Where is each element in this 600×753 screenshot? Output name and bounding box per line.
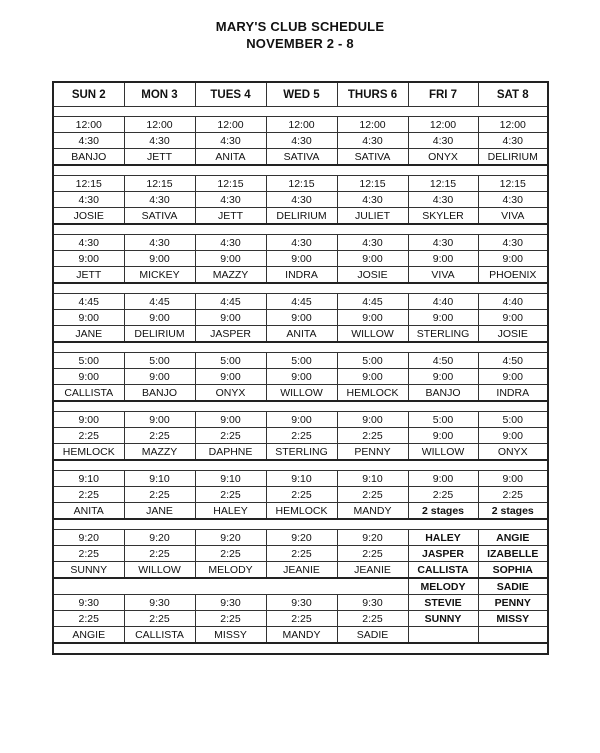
- performer-cell: SKYLER: [408, 208, 478, 225]
- performer-cell: JETT: [53, 267, 124, 284]
- end-time-cell: 9:00: [53, 369, 124, 385]
- schedule-cell: 9:20: [53, 530, 124, 546]
- start-time-cell: 5:00: [53, 353, 124, 369]
- start-time-cell: 9:00: [478, 471, 548, 487]
- start-time-cell: 9:00: [53, 412, 124, 428]
- performer-cell: SADIE: [478, 578, 548, 595]
- end-time-cell: 4:30: [337, 192, 408, 208]
- start-time-row: [53, 412, 548, 428]
- day-header: TUES 4: [195, 82, 266, 107]
- schedule-cell: 9:20: [195, 530, 266, 546]
- performer-cell: PENNY: [337, 444, 408, 461]
- performer-cell: MAZZY: [195, 267, 266, 284]
- performer-cell: JETT: [124, 149, 195, 166]
- performer-row: [53, 267, 548, 284]
- end-time-cell: 4:30: [408, 192, 478, 208]
- end-time-cell: 9:00: [337, 310, 408, 326]
- schedule-cell: 2:25: [266, 611, 337, 627]
- start-time-cell: 12:15: [408, 176, 478, 192]
- start-time-cell: 5:00: [408, 412, 478, 428]
- performer-cell: CALLISTA: [53, 385, 124, 402]
- performer-cell: [478, 627, 548, 644]
- schedule-cell: 2:25: [124, 546, 195, 562]
- end-time-cell: 9:00: [266, 369, 337, 385]
- block-separator: [53, 342, 548, 353]
- performer-cell: MANDY: [266, 627, 337, 644]
- day-header: MON 3: [124, 82, 195, 107]
- performer-cell: ANITA: [266, 326, 337, 343]
- start-time-cell: 9:00: [124, 412, 195, 428]
- performer-cell: MELODY: [195, 562, 266, 579]
- end-time-cell: 9:00: [124, 369, 195, 385]
- performer-cell: 2 stages: [478, 503, 548, 520]
- performer-cell: INDRA: [478, 385, 548, 402]
- performer-cell: [408, 627, 478, 644]
- performer-cell: MELODY: [408, 578, 478, 595]
- start-time-row: [53, 353, 548, 369]
- end-time-cell: 2:25: [53, 487, 124, 503]
- performer-row: [53, 503, 548, 520]
- start-time-cell: 4:30: [195, 235, 266, 251]
- performer-cell: WILLOW: [266, 385, 337, 402]
- start-time-cell: 9:10: [53, 471, 124, 487]
- end-time-cell: 9:00: [478, 310, 548, 326]
- table-cell: [53, 165, 548, 176]
- end-time-cell: 4:30: [266, 192, 337, 208]
- start-time-row: [53, 294, 548, 310]
- performer-row: [53, 149, 548, 166]
- end-time-cell: 2:25: [266, 428, 337, 444]
- table-cell: [53, 224, 548, 235]
- start-time-cell: 5:00: [195, 353, 266, 369]
- performer-cell: JOSIE: [478, 326, 548, 343]
- start-time-cell: 4:30: [124, 235, 195, 251]
- block-separator: [53, 401, 548, 412]
- start-time-cell: 9:00: [408, 471, 478, 487]
- start-time-cell: 12:15: [337, 176, 408, 192]
- performer-cell: ONYX: [195, 385, 266, 402]
- end-time-cell: 9:00: [195, 369, 266, 385]
- schedule-cell: 2:25: [195, 546, 266, 562]
- end-time-cell: 4:30: [53, 192, 124, 208]
- performer-row: [53, 562, 548, 579]
- performer-cell: DELIRIUM: [478, 149, 548, 166]
- schedule-cell: STEVIE: [408, 595, 478, 611]
- performer-cell: MAZZY: [124, 444, 195, 461]
- performer-cell: BANJO: [124, 385, 195, 402]
- table-cell: [53, 283, 548, 294]
- schedule-table: [52, 81, 549, 655]
- performer-cell: INDRA: [266, 267, 337, 284]
- schedule-cell: 2:25: [53, 611, 124, 627]
- start-time-cell: 4:50: [408, 353, 478, 369]
- schedule-cell: PENNY: [478, 595, 548, 611]
- performer-cell: [53, 578, 408, 595]
- block-separator: [53, 519, 548, 530]
- performer-cell: HEMLOCK: [53, 444, 124, 461]
- schedule-cell: 9:30: [337, 595, 408, 611]
- start-time-cell: 9:10: [124, 471, 195, 487]
- end-time-cell: 9:00: [408, 310, 478, 326]
- table-cell: [53, 643, 548, 654]
- end-time-cell: 9:00: [478, 251, 548, 267]
- start-time-cell: 5:00: [337, 353, 408, 369]
- schedule-cell: 9:20: [337, 530, 408, 546]
- start-time-cell: 9:00: [337, 412, 408, 428]
- performer-cell: JANE: [53, 326, 124, 343]
- table-cell: [53, 401, 548, 412]
- end-time-row: [53, 369, 548, 385]
- end-time-cell: 4:30: [266, 133, 337, 149]
- performer-cell: SATIVA: [124, 208, 195, 225]
- performer-cell: ANITA: [195, 149, 266, 166]
- start-time-cell: 12:00: [124, 117, 195, 133]
- schedule-cell: 2:25: [195, 611, 266, 627]
- start-time-cell: 4:50: [478, 353, 548, 369]
- performer-cell: VIVA: [478, 208, 548, 225]
- performer-row: [53, 444, 548, 461]
- start-time-cell: 4:45: [337, 294, 408, 310]
- end-time-row: [53, 310, 548, 326]
- block-separator: [53, 460, 548, 471]
- day-header-row: [53, 82, 548, 107]
- start-time-cell: 9:10: [266, 471, 337, 487]
- schedule-cell: 9:30: [266, 595, 337, 611]
- start-time-cell: 9:10: [337, 471, 408, 487]
- day-header: WED 5: [266, 82, 337, 107]
- start-time-cell: 4:30: [53, 235, 124, 251]
- performer-cell: BANJO: [53, 149, 124, 166]
- end-time-cell: 9:00: [478, 428, 548, 444]
- performer-row: [53, 326, 548, 343]
- schedule-cell: ANGIE: [478, 530, 548, 546]
- end-time-row: [53, 192, 548, 208]
- start-time-cell: 9:10: [195, 471, 266, 487]
- start-time-cell: 4:30: [337, 235, 408, 251]
- end-time-cell: 2:25: [195, 487, 266, 503]
- start-time-cell: 12:00: [337, 117, 408, 133]
- end-time-cell: 9:00: [53, 310, 124, 326]
- start-time-cell: 4:30: [408, 235, 478, 251]
- start-time-cell: 12:00: [195, 117, 266, 133]
- end-time-cell: 2:25: [266, 487, 337, 503]
- start-time-cell: 4:30: [478, 235, 548, 251]
- performer-cell: JULIET: [337, 208, 408, 225]
- end-time-cell: 4:30: [408, 133, 478, 149]
- performer-cell: VIVA: [408, 267, 478, 284]
- end-time-cell: 4:30: [195, 192, 266, 208]
- schedule-cell: 9:30: [53, 595, 124, 611]
- performer-cell: WILLOW: [408, 444, 478, 461]
- end-time-cell: 9:00: [195, 310, 266, 326]
- end-time-cell: 4:30: [53, 133, 124, 149]
- table-cell: [53, 107, 548, 117]
- start-time-cell: 4:40: [478, 294, 548, 310]
- end-time-row: [53, 487, 548, 503]
- schedule-title: [0, 18, 600, 52]
- performer-cell: STERLING: [266, 444, 337, 461]
- end-time-cell: 9:00: [195, 251, 266, 267]
- schedule-cell: 2:25: [337, 546, 408, 562]
- performer-cell: SADIE: [337, 627, 408, 644]
- performer-cell: JANE: [124, 503, 195, 520]
- end-time-row: [53, 133, 548, 149]
- start-time-row: [53, 530, 548, 546]
- performer-cell: CALLISTA: [408, 562, 478, 579]
- end-time-cell: 2:25: [337, 487, 408, 503]
- performer-cell: PHOENIX: [478, 267, 548, 284]
- performer-cell: SATIVA: [266, 149, 337, 166]
- performer-cell: ANITA: [53, 503, 124, 520]
- extra-performer-row: [53, 578, 548, 595]
- schedule-cell: 9:30: [124, 595, 195, 611]
- block-separator: [53, 643, 548, 654]
- schedule-body: [53, 82, 548, 654]
- end-time-cell: 4:30: [478, 133, 548, 149]
- performer-cell: BANJO: [408, 385, 478, 402]
- block-separator: [53, 283, 548, 294]
- start-time-cell: 5:00: [266, 353, 337, 369]
- start-time-cell: 4:45: [266, 294, 337, 310]
- performer-cell: MISSY: [195, 627, 266, 644]
- performer-cell: HEMLOCK: [266, 503, 337, 520]
- schedule-cell: 2:25: [53, 546, 124, 562]
- schedule-cell: 9:20: [266, 530, 337, 546]
- start-time-cell: 4:45: [53, 294, 124, 310]
- start-time-row: [53, 176, 548, 192]
- schedule-cell: IZABELLE: [478, 546, 548, 562]
- end-time-cell: 2:25: [337, 428, 408, 444]
- end-time-row: [53, 428, 548, 444]
- end-time-cell: 2:25: [53, 428, 124, 444]
- performer-cell: MANDY: [337, 503, 408, 520]
- performer-cell: JOSIE: [337, 267, 408, 284]
- block-separator: [53, 224, 548, 235]
- performer-cell: STERLING: [408, 326, 478, 343]
- end-time-cell: 4:30: [195, 133, 266, 149]
- end-time-cell: 2:25: [478, 487, 548, 503]
- performer-cell: JOSIE: [53, 208, 124, 225]
- start-time-cell: 4:45: [124, 294, 195, 310]
- start-time-cell: 12:15: [53, 176, 124, 192]
- end-time-cell: 2:25: [195, 428, 266, 444]
- start-time-cell: 12:00: [53, 117, 124, 133]
- performer-cell: DELIRIUM: [266, 208, 337, 225]
- end-time-cell: 2:25: [408, 487, 478, 503]
- title-line-1: MARY'S CLUB SCHEDULE: [215, 19, 385, 34]
- performer-cell: CALLISTA: [124, 627, 195, 644]
- performer-cell: JEANIE: [266, 562, 337, 579]
- performer-cell: JASPER: [195, 326, 266, 343]
- performer-row: [53, 208, 548, 225]
- day-header: THURS 6: [337, 82, 408, 107]
- end-time-cell: 4:30: [124, 192, 195, 208]
- day-header: SUN 2: [53, 82, 124, 107]
- day-header: FRI 7: [408, 82, 478, 107]
- end-time-cell: 9:00: [124, 310, 195, 326]
- start-time-cell: 12:00: [408, 117, 478, 133]
- end-time-cell: 9:00: [478, 369, 548, 385]
- performer-cell: ANGIE: [53, 627, 124, 644]
- schedule-cell: 2:25: [124, 611, 195, 627]
- block-separator: [53, 165, 548, 176]
- performer-cell: 2 stages: [408, 503, 478, 520]
- performer-cell: HEMLOCK: [337, 385, 408, 402]
- end-time-cell: 9:00: [408, 251, 478, 267]
- performer-row: [53, 385, 548, 402]
- schedule-cell: MISSY: [478, 611, 548, 627]
- schedule-cell: HALEY: [408, 530, 478, 546]
- performer-cell: WILLOW: [337, 326, 408, 343]
- end-time-cell: 9:00: [337, 251, 408, 267]
- end-time-cell: 2:25: [124, 428, 195, 444]
- performer-cell: DELIRIUM: [124, 326, 195, 343]
- start-time-cell: 12:15: [124, 176, 195, 192]
- end-time-cell: 4:30: [337, 133, 408, 149]
- start-time-cell: 5:00: [478, 412, 548, 428]
- table-cell: [53, 460, 548, 471]
- schedule-cell: JASPER: [408, 546, 478, 562]
- performer-cell: ONYX: [408, 149, 478, 166]
- performer-cell: JEANIE: [337, 562, 408, 579]
- end-time-cell: 9:00: [266, 251, 337, 267]
- schedule-cell: SUNNY: [408, 611, 478, 627]
- table-cell: [53, 342, 548, 353]
- table-cell: [53, 519, 548, 530]
- performer-cell: ONYX: [478, 444, 548, 461]
- performer-cell: SOPHIA: [478, 562, 548, 579]
- performer-cell: SATIVA: [337, 149, 408, 166]
- performer-cell: MICKEY: [124, 267, 195, 284]
- start-time-cell: 4:45: [195, 294, 266, 310]
- schedule-cell: 9:20: [124, 530, 195, 546]
- schedule-cell: 2:25: [337, 611, 408, 627]
- start-time-cell: 12:00: [266, 117, 337, 133]
- start-time-row: [53, 235, 548, 251]
- start-time-cell: 12:15: [195, 176, 266, 192]
- performer-cell: DAPHNE: [195, 444, 266, 461]
- title-line-2: NOVEMBER 2 - 8: [246, 36, 354, 51]
- performer-row: [53, 627, 548, 644]
- end-time-row: [53, 251, 548, 267]
- end-time-cell: 4:30: [124, 133, 195, 149]
- end-time-cell: 9:00: [266, 310, 337, 326]
- end-time-cell: 2:25: [124, 487, 195, 503]
- start-time-row: [53, 471, 548, 487]
- day-header: SAT 8: [478, 82, 548, 107]
- performer-cell: SUNNY: [53, 562, 124, 579]
- end-time-row: [53, 546, 548, 562]
- end-time-cell: 4:30: [478, 192, 548, 208]
- start-time-cell: 4:40: [408, 294, 478, 310]
- end-time-row: [53, 611, 548, 627]
- start-time-cell: 9:00: [195, 412, 266, 428]
- start-time-cell: 12:00: [478, 117, 548, 133]
- start-time-cell: 12:15: [266, 176, 337, 192]
- end-time-cell: 9:00: [124, 251, 195, 267]
- end-time-cell: 9:00: [53, 251, 124, 267]
- start-time-row: [53, 595, 548, 611]
- schedule-cell: 9:30: [195, 595, 266, 611]
- performer-cell: HALEY: [195, 503, 266, 520]
- performer-cell: WILLOW: [124, 562, 195, 579]
- start-time-cell: 12:15: [478, 176, 548, 192]
- start-time-row: [53, 117, 548, 133]
- block-separator: [53, 107, 548, 117]
- start-time-cell: 5:00: [124, 353, 195, 369]
- start-time-cell: 4:30: [266, 235, 337, 251]
- start-time-cell: 9:00: [266, 412, 337, 428]
- end-time-cell: 9:00: [408, 369, 478, 385]
- performer-cell: JETT: [195, 208, 266, 225]
- end-time-cell: 9:00: [337, 369, 408, 385]
- end-time-cell: 9:00: [408, 428, 478, 444]
- schedule-cell: 2:25: [266, 546, 337, 562]
